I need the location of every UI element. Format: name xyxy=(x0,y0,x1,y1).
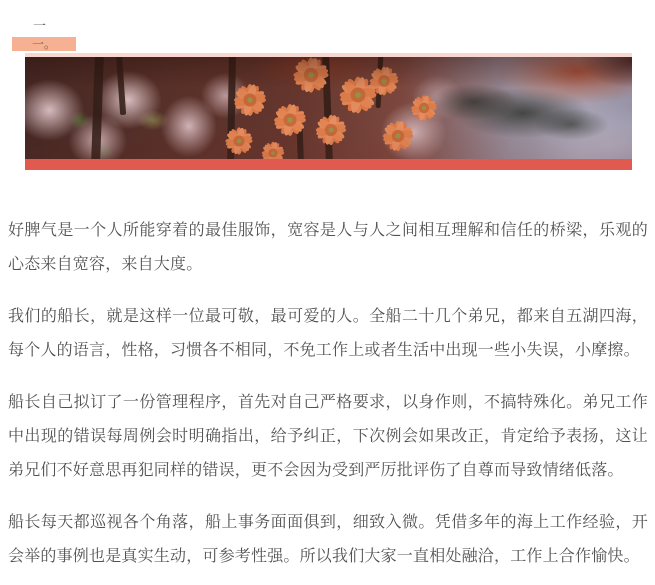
article-paragraph: 我们的船长，就是这样一位最可敬，最可爱的人。全船二十几个弟兄，都来自五湖四海，每个人的语言，性格，习惯各不相同，不免工作上或者生活中出现一些小失误，小摩擦。 xyxy=(8,306,648,359)
truncated-text-line: 一 xyxy=(33,19,48,34)
flower-photo xyxy=(25,57,632,159)
photo-tint-overlay xyxy=(25,57,632,159)
banner-accent-bar xyxy=(25,159,632,170)
article-paragraph: 好脾气是一个人所能穿着的最佳服饰，宽容是人与人之间相互理解和信任的桥梁，乐观的心态来自宽容，来自大度。 xyxy=(8,220,648,273)
article-body xyxy=(8,213,648,585)
article-paragraph: 船长每天都巡视各个角落，船上事务面面俱到，细致入微。凭借多年的海上工作经验，开会举的事例也是真实生动，可参考性强。所以我们大家一直相处融洽，工作上合作愉快。 xyxy=(8,512,648,565)
flower-banner xyxy=(25,53,632,170)
article-paragraph: 船长自己拟订了一份管理程序，首先对自己严格要求，以身作则，不搞特殊化。弟兄工作中出现的错误每周例会时明确指出，给予纠正，下次例会如果改正，肯定给予表扬，这让弟兄们不好意思再犯同样的错误，更不会因为受到严厉批评伤了自尊而导致情绪低落。 xyxy=(8,392,648,479)
highlighted-text: 一。 xyxy=(12,37,76,51)
